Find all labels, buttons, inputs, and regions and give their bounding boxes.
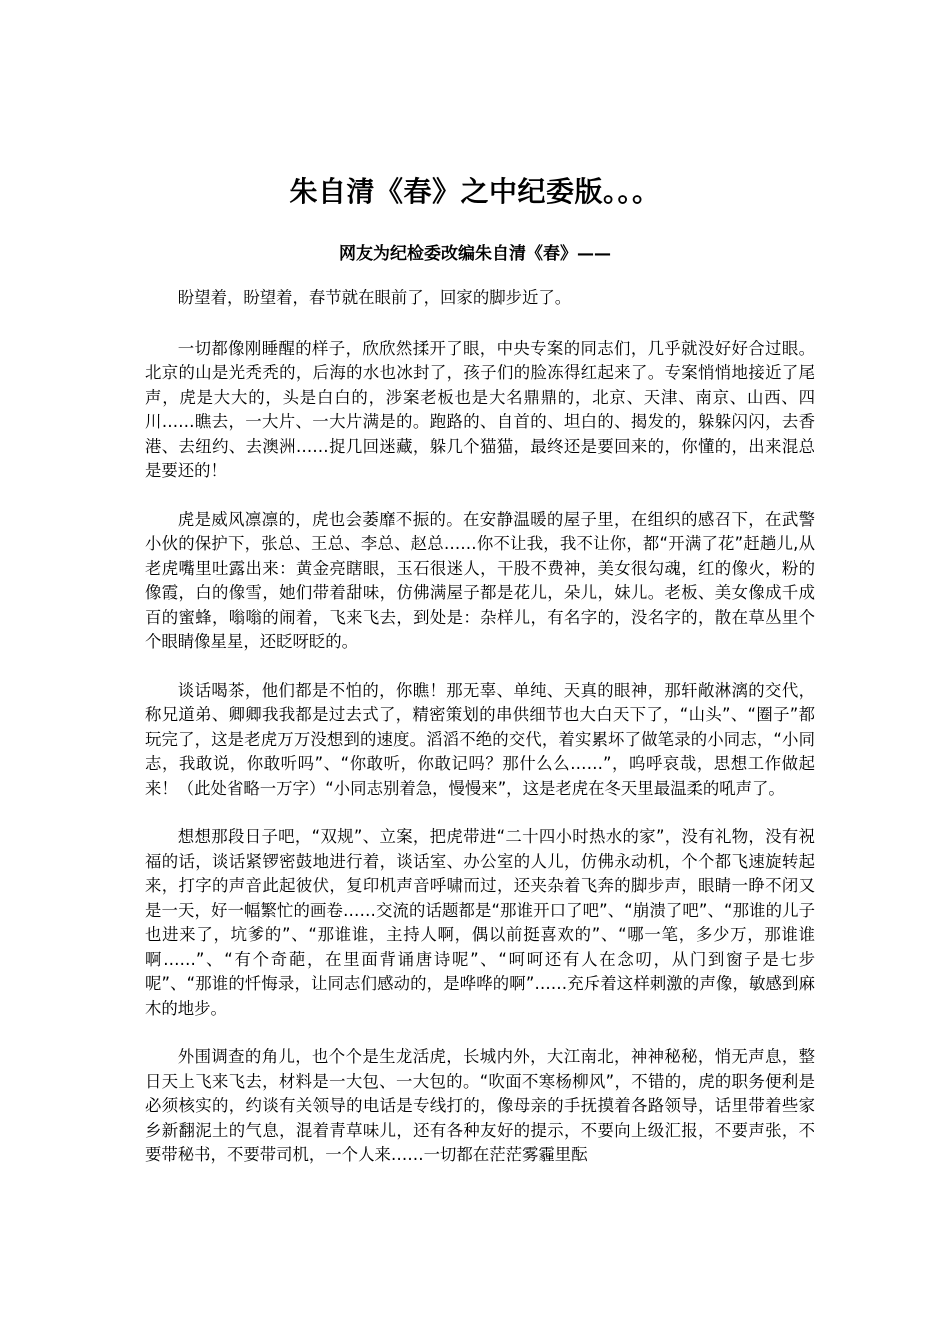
paragraph: 盼望着，盼望着，春节就在眼前了，回家的脚步近了。 [177,288,572,307]
paragraph: 虎是威风凛凛的，虎也会萎靡不振的。在安静温暖的屋子里，在组织的感召下，在武警小伙的保护下，张总、王总、李总、赵总……你不让我，我不让你，都“开满了花”赶趟儿,从老虎嘴里吐露出来：黄金亮瞎眼，玉石很迷人，干股不费神，美女很勾魂，红的像火，粉的像霞，白的像雪，她们带着甜味，仿佛满屋子都是花儿，朵儿，妹儿。老板、美女像成千成百的蜜蜂，嗡嗡的闹着，飞来飞去，到处是：杂样儿，有名字的，没名字的，散在草丛里个个眼睛像星星，还眨呀眨的。 [145,509,815,651]
paragraph: 谈话喝茶，他们都是不怕的，你瞧！那无辜、单纯、天真的眼神，那轩敞淋漓的交代，称兄道弟、卿卿我我都是过去式了，精密策划的串供细节也大白天下了，“山头”、“圈子”都玩完了，这是老虎万万没想到的速度。滔滔不绝的交代，着实累坏了做笔录的小同志，“小同志，我敢说，你敢听吗”、“你敢听，你敢记吗？那什么么……”，呜呼哀哉，思想工作做起来！（此处省略一万字）“小同志别着急，慢慢来”，这是老虎在冬天里最温柔的吼声了。 [145,680,815,798]
paragraph: 一切都像刚睡醒的样子，欣欣然揉开了眼，中央专案的同志们，几乎就没好好合过眼。北京的山是光秃秃的，后海的水也冰封了，孩子们的脸冻得红起来了。专案悄悄地接近了尾声，虎是大大的，头是白白的，涉案老板也是大名鼎鼎的，北京、天津、南京、山西、四川……瞧去，一大片、一大片满是的。跑路的、自首的、坦白的、揭发的，躲躲闪闪，去香港、去纽约、去澳洲……捉几回迷藏，躲几个猫猫，最终还是要回来的，你懂的，出来混总是要还的！ [145,338,815,480]
document-body [145,286,815,1192]
document-title: 朱自清《春》之中纪委版。。。 [289,175,661,208]
document-subtitle: 网友为纪检委改编朱自清《春》—— [339,244,611,264]
paragraph: 想想那段日子吧，“双规”、立案，把虎带进“二十四小时热水的家”，没有礼物，没有祝福的话，谈话紧锣密鼓地进行着，谈话室、办公室的人儿，仿佛永动机，个个都飞速旋转起来，打字的声音此起彼伏，复印机声音呼啸而过，还夹杂着飞奔的脚步声，眼睛一睁不闭又是一天，好一幅繁忙的画卷……交流的话题都是“那谁开口了吧”、“崩溃了吧”、“那谁的儿子也进来了，坑爹的”、“那谁谁，主持人啊，偶以前挺喜欢的”、“哪一笔，多少万，那谁谁啊……”、“有个奇葩，在里面背诵唐诗呢”、“呵呵还有人在念叨，从门到窗子是七步呢”、“那谁的忏悔录，让同志们感动的，是哗哗的啊”……充斥着这样刺激的声像，敏感到麻木的地步。 [145,827,815,1018]
paragraph: 外围调查的角儿，也个个是生龙活虎，长城内外，大江南北，神神秘秘，悄无声息，整日天上飞来飞去，材料是一大包、一大包的。“吹面不寒杨柳风”，不错的，虎的职务便利是必须核实的，约谈有关领导的电话是专线打的，像母亲的手抚摸着各路领导，话里带着些家乡新翻泥土的气息，混着青草味儿，还有各种友好的提示，不要向上级汇报，不要声张，不要带秘书，不要带司机，一个人来……一切都在茫茫雾霾里酝 [145,1047,815,1164]
